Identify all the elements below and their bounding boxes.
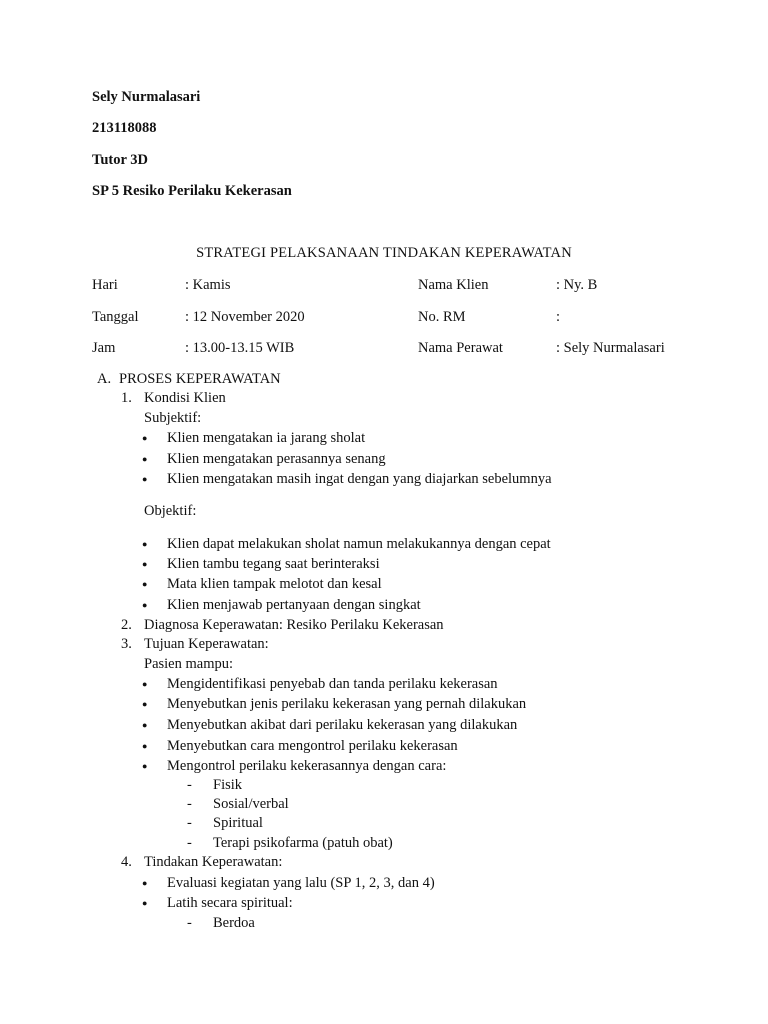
list-item: ● Klien mengatakan masih ingat dengan yang diajarkan sebelumnya [167,472,552,487]
item-3-number: 3. [121,636,132,652]
item-1-number: 1. [121,390,132,406]
jam-value: : 13.00-13.15 WIB [185,340,295,356]
item-2-text: Diagnosa Keperawatan: Resiko Perilaku Kekerasan [144,617,444,633]
jam-label: Jam [92,340,116,356]
section-a-title: PROSES KEPERAWATAN [119,371,281,387]
list-item: ● Klien tambu tegang saat berinteraksi [167,557,380,572]
pasien-mampu-label: Pasien mampu: [144,656,234,672]
sub-list-item: - Fisik [213,778,242,793]
nama-klien-label: Nama Klien [418,277,489,293]
hari-label: Hari [92,277,118,293]
objektif-label: Objektif: [144,503,197,519]
list-item: ● Mengidentifikasi penyebab dan tanda perilaku kekerasan [167,677,498,692]
list-item: ● Latih secara spiritual: [167,896,293,911]
list-item: ● Menyebutkan akibat dari perilaku kekerasan yang dilakukan [167,718,517,733]
item-2-number: 2. [121,617,132,633]
no-rm-value: : [556,309,561,325]
item-1-title: Kondisi Klien [144,390,226,406]
tanggal-label: Tanggal [92,309,139,325]
hari-value: : Kamis [185,277,231,293]
list-item: ● Mengontrol perilaku kekerasannya dengan cara: [167,759,446,774]
list-item: ● Evaluasi kegiatan yang lalu (SP 1, 2, 3, dan 4) [167,876,435,891]
author-name: Sely Nurmalasari [92,89,201,105]
list-item: ● Mata klien tampak melotot dan kesal [167,577,382,592]
student-id: 213118088 [92,120,157,136]
section-a-marker: A. [97,371,112,387]
item-4-number: 4. [121,854,132,870]
no-rm-label: No. RM [418,309,466,325]
list-item: ● Klien dapat melakukan sholat namun melakukannya dengan cepat [167,537,551,552]
list-item: ● Menyebutkan cara mengontrol perilaku kekerasan [167,739,458,754]
subjektif-label: Subjektif: [144,410,202,426]
nama-perawat-value: : Sely Nurmalasari [556,340,665,356]
list-item: ● Klien mengatakan ia jarang sholat [167,431,365,446]
tutor-group: Tutor 3D [92,152,149,168]
sub-list-item: - Spiritual [213,816,263,831]
list-item: ● Klien menjawab pertanyaan dengan singkat [167,598,421,613]
nama-klien-value: : Ny. B [556,277,598,293]
document-title: STRATEGI PELAKSANAAN TINDAKAN KEPERAWATAN [196,245,572,261]
item-4-title: Tindakan Keperawatan: [144,854,283,870]
sub-list-item: - Berdoa [213,916,255,931]
nama-perawat-label: Nama Perawat [418,340,503,356]
tanggal-value: : 12 November 2020 [185,309,305,325]
list-item: ● Klien mengatakan perasannya senang [167,452,386,467]
item-3-title: Tujuan Keperawatan: [144,636,269,652]
list-item: ● Menyebutkan jenis perilaku kekerasan yang pernah dilakukan [167,697,526,712]
sub-list-item: - Sosial/verbal [213,797,289,812]
sub-list-item: - Terapi psikofarma (patuh obat) [213,836,393,851]
sp-title: SP 5 Resiko Perilaku Kekerasan [92,183,292,199]
